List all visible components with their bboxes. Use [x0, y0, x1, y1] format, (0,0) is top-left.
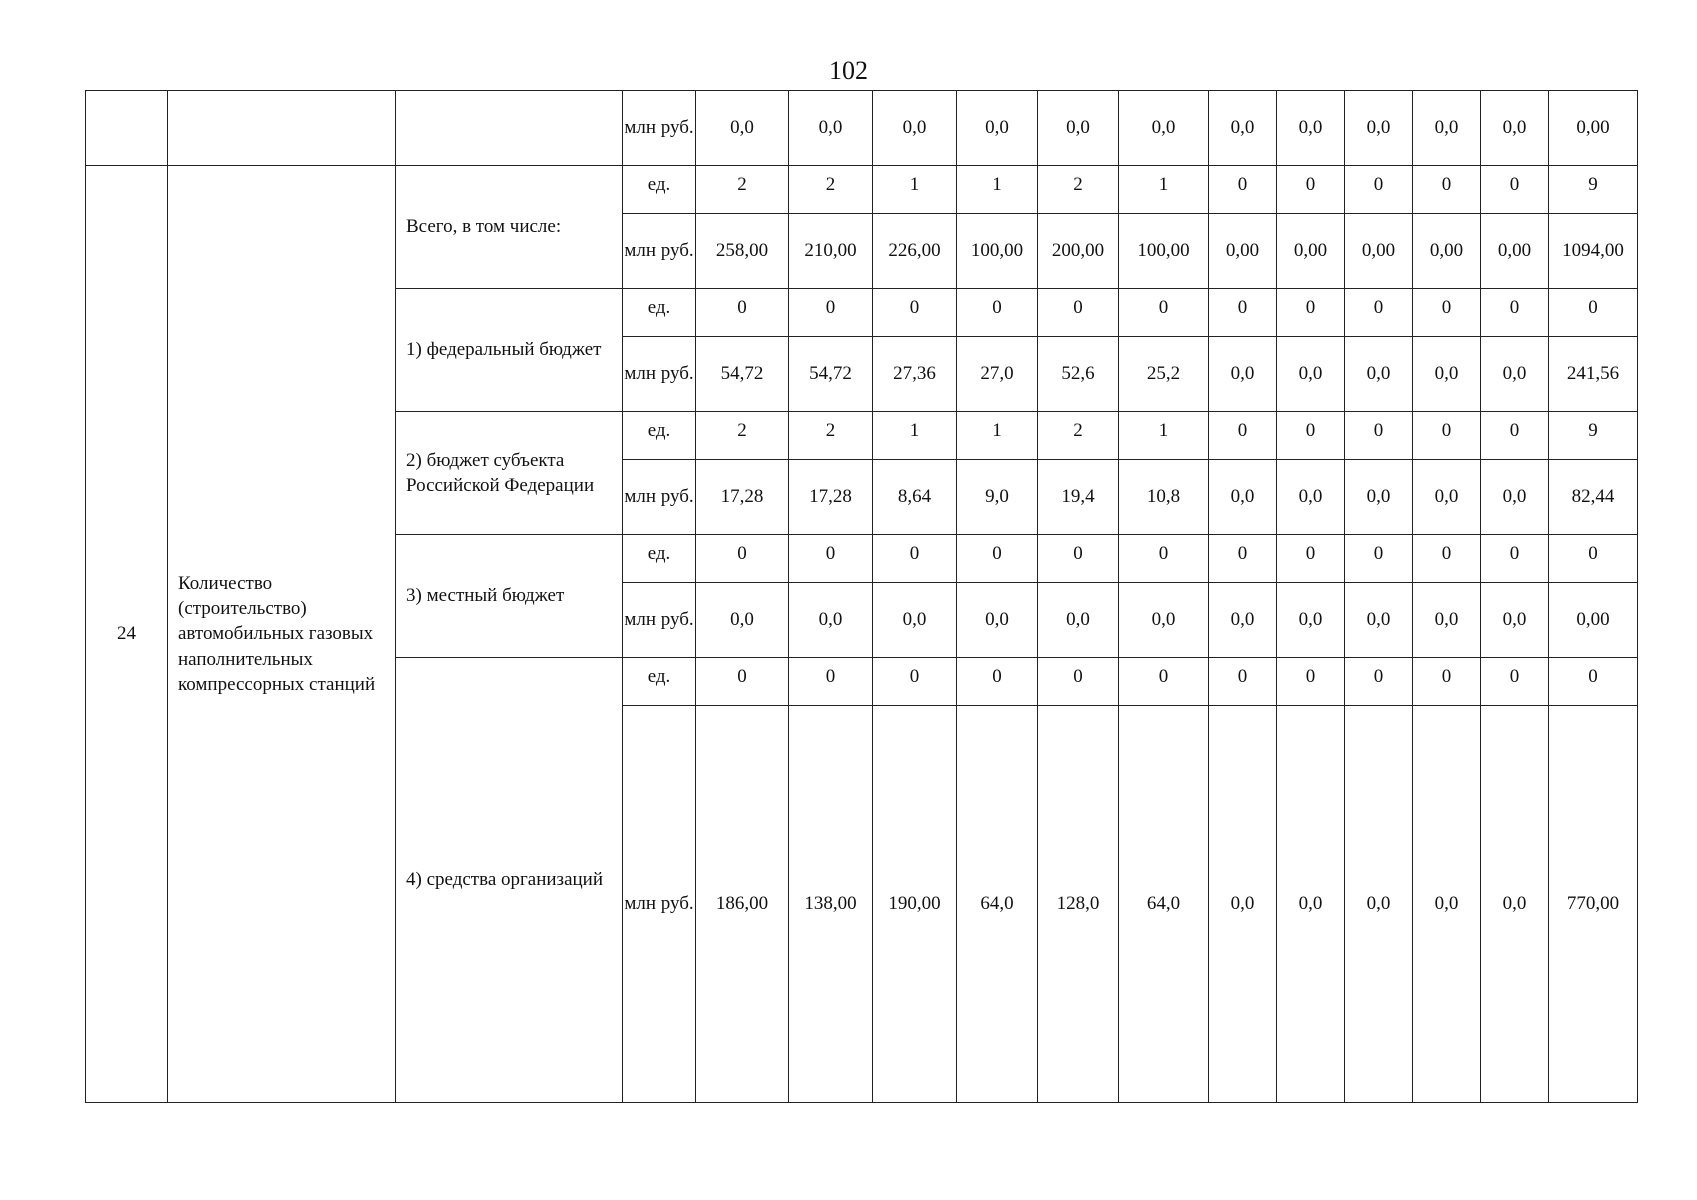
value-cell: 0 — [1345, 535, 1413, 583]
value-cell: 0 — [1481, 289, 1549, 337]
value-cell: 0,00 — [1277, 214, 1345, 289]
value-cell: 0 — [1413, 289, 1481, 337]
value-cell: 27,0 — [957, 337, 1038, 412]
value-cell: 0 — [1345, 289, 1413, 337]
value-cell: 2 — [789, 166, 873, 214]
value-cell: 64,0 — [957, 706, 1038, 1103]
value-cell: 0,0 — [957, 583, 1038, 658]
value-cell: 0 — [1038, 289, 1119, 337]
value-cell: 0,0 — [1038, 583, 1119, 658]
value-cell: 0,00 — [1549, 91, 1638, 166]
item-number: 24 — [86, 166, 168, 1103]
value-cell: 0 — [1119, 535, 1209, 583]
value-cell: 9 — [1549, 412, 1638, 460]
value-cell: 0,0 — [873, 583, 957, 658]
value-cell: 186,00 — [696, 706, 789, 1103]
value-cell: 17,28 — [696, 460, 789, 535]
value-cell: 0 — [1277, 289, 1345, 337]
value-cell: 82,44 — [1549, 460, 1638, 535]
value-cell: 0 — [1413, 535, 1481, 583]
value-cell: 0 — [696, 289, 789, 337]
value-cell: 0 — [1345, 412, 1413, 460]
value-cell: 19,4 — [1038, 460, 1119, 535]
page-number: 102 — [829, 56, 868, 85]
value-cell: 0 — [1481, 166, 1549, 214]
value-cell: 25,2 — [1119, 337, 1209, 412]
value-cell: 1 — [1119, 412, 1209, 460]
value-cell: 54,72 — [696, 337, 789, 412]
value-cell: 0 — [1277, 412, 1345, 460]
value-cell: 54,72 — [789, 337, 873, 412]
value-cell: 0 — [1481, 658, 1549, 706]
value-cell: 9 — [1549, 166, 1638, 214]
value-cell: 0,0 — [1038, 91, 1119, 166]
value-cell: 138,00 — [789, 706, 873, 1103]
value-cell: 2 — [1038, 412, 1119, 460]
value-cell: 0 — [789, 535, 873, 583]
value-cell: 0 — [1119, 658, 1209, 706]
value-cell: 0 — [1038, 658, 1119, 706]
value-cell: 1094,00 — [1549, 214, 1638, 289]
value-cell: 1 — [873, 412, 957, 460]
value-cell: 0 — [1209, 289, 1277, 337]
value-cell: 0,0 — [1277, 583, 1345, 658]
value-cell: 0 — [1209, 658, 1277, 706]
value-cell: 100,00 — [1119, 214, 1209, 289]
unit-cell: ед. — [623, 166, 696, 214]
value-cell: 0 — [1481, 412, 1549, 460]
unit-cell: ед. — [623, 535, 696, 583]
value-cell: 0 — [789, 658, 873, 706]
value-cell: 64,0 — [1119, 706, 1209, 1103]
unit-cell: млн руб. — [623, 583, 696, 658]
value-cell: 0,0 — [1413, 583, 1481, 658]
value-cell: 52,6 — [1038, 337, 1119, 412]
value-cell: 0 — [1549, 289, 1638, 337]
value-cell: 0,0 — [1209, 583, 1277, 658]
unit-cell: ед. — [623, 658, 696, 706]
value-cell: 0,0 — [696, 91, 789, 166]
value-cell: 1 — [957, 166, 1038, 214]
value-cell: 2 — [696, 412, 789, 460]
value-cell: 0,0 — [873, 91, 957, 166]
value-cell: 0 — [696, 658, 789, 706]
value-cell: 0 — [873, 658, 957, 706]
value-cell: 0,0 — [1345, 337, 1413, 412]
value-cell: 0,0 — [1209, 706, 1277, 1103]
value-cell: 10,8 — [1119, 460, 1209, 535]
value-cell: 0,00 — [1345, 214, 1413, 289]
value-cell: 0,0 — [1209, 460, 1277, 535]
value-cell: 0 — [1209, 166, 1277, 214]
unit-cell: млн руб. — [623, 91, 696, 166]
table-row — [86, 166, 1638, 214]
value-cell: 0 — [957, 289, 1038, 337]
value-cell: 0,0 — [1209, 337, 1277, 412]
value-cell: 0,0 — [1209, 91, 1277, 166]
value-cell: 0,0 — [1277, 460, 1345, 535]
value-cell: 0,00 — [1413, 214, 1481, 289]
value-cell: 0 — [1119, 289, 1209, 337]
value-cell: 0 — [1277, 658, 1345, 706]
value-cell: 0,0 — [1277, 706, 1345, 1103]
value-cell: 0,0 — [1481, 337, 1549, 412]
value-cell: 0,0 — [1277, 91, 1345, 166]
value-cell: 0 — [1413, 166, 1481, 214]
value-cell: 0,0 — [1345, 706, 1413, 1103]
value-cell: 0,0 — [696, 583, 789, 658]
value-cell: 17,28 — [789, 460, 873, 535]
unit-cell: ед. — [623, 412, 696, 460]
value-cell: 0,0 — [1413, 706, 1481, 1103]
value-cell: 0 — [1345, 658, 1413, 706]
value-cell: 0 — [1413, 412, 1481, 460]
unit-cell: ед. — [623, 289, 696, 337]
table-body — [86, 91, 1638, 1103]
value-cell: 1 — [1119, 166, 1209, 214]
value-cell: 0,0 — [1413, 91, 1481, 166]
value-cell: 0,0 — [1481, 583, 1549, 658]
value-cell: 0 — [957, 535, 1038, 583]
value-cell: 1 — [873, 166, 957, 214]
value-cell: 0 — [1277, 166, 1345, 214]
value-cell: 8,64 — [873, 460, 957, 535]
value-cell: 0,0 — [957, 91, 1038, 166]
value-cell: 0 — [1549, 658, 1638, 706]
value-cell: 0,0 — [1277, 337, 1345, 412]
value-cell: 9,0 — [957, 460, 1038, 535]
value-cell: 0 — [1209, 412, 1277, 460]
value-cell: 0,0 — [1481, 706, 1549, 1103]
value-cell: 210,00 — [789, 214, 873, 289]
value-cell: 0 — [873, 535, 957, 583]
unit-cell: млн руб. — [623, 460, 696, 535]
value-cell: 0 — [957, 658, 1038, 706]
value-cell: 0 — [1209, 535, 1277, 583]
cell-empty — [168, 91, 396, 166]
cell-empty — [86, 91, 168, 166]
cell-empty — [396, 91, 623, 166]
value-cell: 0 — [696, 535, 789, 583]
value-cell: 241,56 — [1549, 337, 1638, 412]
item-title: Количество (строительство) автомобильных газовых наполнительных компрессорных станций — [168, 166, 396, 1103]
unit-cell: млн руб. — [623, 214, 696, 289]
value-cell: 0,0 — [1413, 337, 1481, 412]
value-cell: 1 — [957, 412, 1038, 460]
value-cell: 27,36 — [873, 337, 957, 412]
value-cell: 0,0 — [1119, 91, 1209, 166]
value-cell: 0,0 — [789, 91, 873, 166]
value-cell: 0,0 — [1119, 583, 1209, 658]
value-cell: 0,00 — [1481, 214, 1549, 289]
value-cell: 0,0 — [1481, 91, 1549, 166]
value-cell: 0,0 — [1345, 583, 1413, 658]
value-cell: 0,0 — [1481, 460, 1549, 535]
value-cell: 0,0 — [789, 583, 873, 658]
unit-cell: млн руб. — [623, 706, 696, 1103]
value-cell: 100,00 — [957, 214, 1038, 289]
value-cell: 2 — [1038, 166, 1119, 214]
value-cell: 0 — [789, 289, 873, 337]
value-cell: 0 — [1038, 535, 1119, 583]
value-cell: 0 — [1277, 535, 1345, 583]
value-cell: 226,00 — [873, 214, 957, 289]
value-cell: 0,00 — [1209, 214, 1277, 289]
value-cell: 0,0 — [1345, 91, 1413, 166]
value-cell: 0 — [873, 289, 957, 337]
value-cell: 0 — [1549, 535, 1638, 583]
table-row-carryover — [86, 91, 1638, 166]
value-cell: 0 — [1345, 166, 1413, 214]
unit-cell: млн руб. — [623, 337, 696, 412]
value-cell: 200,00 — [1038, 214, 1119, 289]
value-cell: 0,0 — [1345, 460, 1413, 535]
value-cell: 128,0 — [1038, 706, 1119, 1103]
value-cell: 190,00 — [873, 706, 957, 1103]
source-label: Всего, в том числе: — [396, 166, 623, 289]
value-cell: 2 — [789, 412, 873, 460]
source-label: 1) федеральный бюджет — [396, 289, 623, 412]
value-cell: 0 — [1413, 658, 1481, 706]
value-cell: 258,00 — [696, 214, 789, 289]
value-cell: 0 — [1481, 535, 1549, 583]
source-label: 4) средства организаций — [396, 658, 623, 1103]
source-label: 2) бюджет субъекта Российской Федерации — [396, 412, 623, 535]
value-cell: 0,00 — [1549, 583, 1638, 658]
value-cell: 0,0 — [1413, 460, 1481, 535]
value-cell: 770,00 — [1549, 706, 1638, 1103]
value-cell: 2 — [696, 166, 789, 214]
budget-table — [85, 90, 1638, 1103]
source-label: 3) местный бюджет — [396, 535, 623, 658]
